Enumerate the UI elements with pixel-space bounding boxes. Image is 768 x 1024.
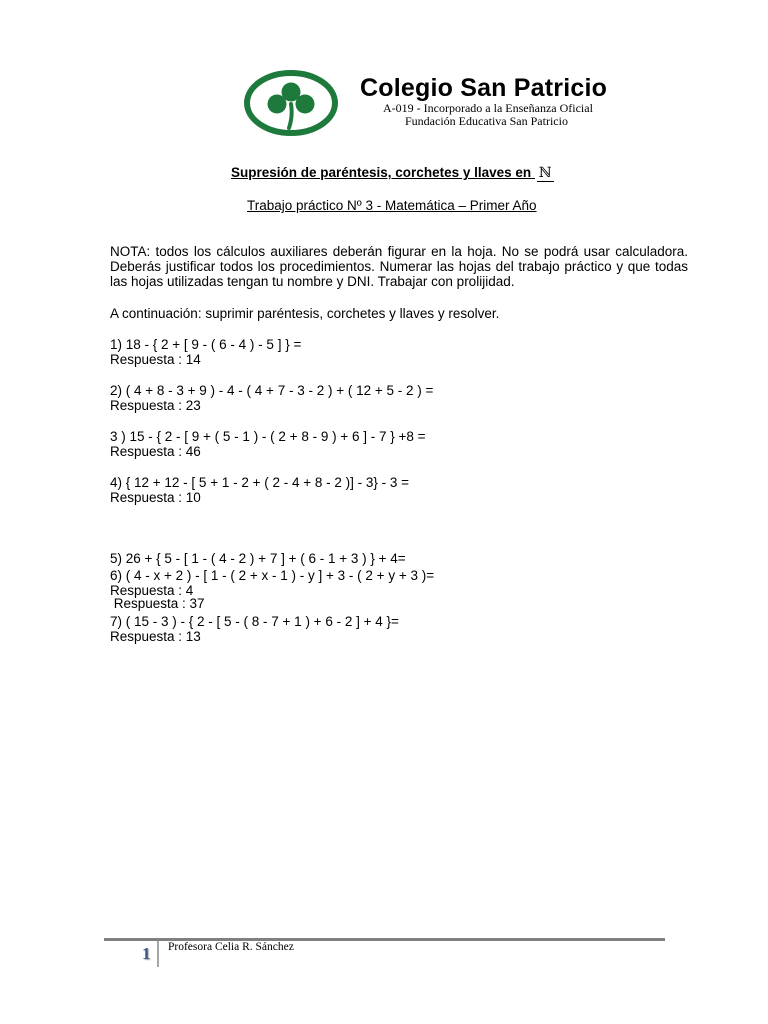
exercise-item bbox=[110, 383, 433, 413]
exercise-item bbox=[110, 614, 399, 644]
exercise-answer: Respuesta : 10 bbox=[110, 490, 201, 505]
exercise-item bbox=[110, 337, 301, 367]
exercise-expression: 1) 18 - { 2 + [ 9 - ( 6 - 4 ) - 5 ] } = bbox=[110, 337, 302, 352]
exercise-item bbox=[110, 429, 426, 459]
school-subtitle-foundation: Fundación Educativa San Patricio bbox=[405, 114, 568, 128]
exercise-expression: 3 ) 15 - { 2 - [ 9 + ( 5 - 1 ) - ( 2 + 8 - 9 ) + 6 ] - 7 } +8 = bbox=[110, 429, 426, 444]
footer-separator bbox=[157, 941, 159, 967]
exercise-expression: 6) ( 4 - x + 2 ) - [ 1 - ( 2 + x - 1 ) - y ] + 3 - ( 2 + y + 3 )= bbox=[110, 568, 435, 583]
natural-numbers-symbol: ℕ bbox=[538, 165, 552, 181]
exercise-answer: Respuesta : 4 bbox=[110, 583, 194, 598]
practice-title: Trabajo práctico Nº 3 - Matemática – Primer Año bbox=[247, 198, 537, 213]
exercise-expression: 2) ( 4 + 8 - 3 + 9 ) - 4 - ( 4 + 7 - 3 - 2 ) + ( 12 + 5 - 2 ) = bbox=[110, 383, 434, 398]
exercise-expression: 7) ( 15 - 3 ) - { 2 - [ 5 - ( 8 - 7 + 1 ) + 6 - 2 ] + 4 }= bbox=[110, 614, 399, 629]
footer-author: Profesora Celia R. Sánchez bbox=[168, 941, 294, 953]
document-title bbox=[231, 165, 554, 182]
exercise-expression: 4) { 12 + 12 - [ 5 + 1 - 2 + ( 2 - 4 + 8 - 2 )] - 3} - 3 = bbox=[110, 475, 410, 490]
school-name: Colegio San Patricio bbox=[360, 74, 608, 102]
instruction-text: A continuación: suprimir paréntesis, corchetes y llaves y resolver. bbox=[110, 306, 500, 321]
exercise-answer: Respuesta : 37 bbox=[110, 596, 205, 611]
exercise-answer: Respuesta : 13 bbox=[110, 629, 201, 644]
note-paragraph: NOTA: todos los cálculos auxiliares deberán figurar en la hoja. No se podrá usar calculadora. Deberás justificar todos los procedimientos. Numerar las hojas del trabajo práctico y que todas las hojas utilizadas tengan tu nombre y DNI. Trabajar con prolijidad. bbox=[110, 244, 688, 289]
school-subtitle-registration: A-019 - Incorporado a la Enseñanza Oficial bbox=[383, 101, 593, 115]
exercise-answer: Respuesta : 14 bbox=[110, 352, 201, 367]
exercise-answer: Respuesta : 23 bbox=[110, 398, 201, 413]
exercise-expression: 5) 26 + { 5 - [ 1 - ( 4 - 2 ) + 7 ] + ( 6 - 1 + 3 ) } + 4= bbox=[110, 551, 406, 566]
exercise-item bbox=[110, 475, 409, 505]
exercise-answer: Respuesta : 46 bbox=[110, 444, 201, 459]
exercise-item bbox=[110, 568, 434, 598]
page-number: 1 bbox=[142, 944, 151, 963]
document-title-text: Supresión de paréntesis, corchetes y llaves en bbox=[231, 165, 532, 180]
shamrock-logo-icon bbox=[244, 70, 338, 136]
